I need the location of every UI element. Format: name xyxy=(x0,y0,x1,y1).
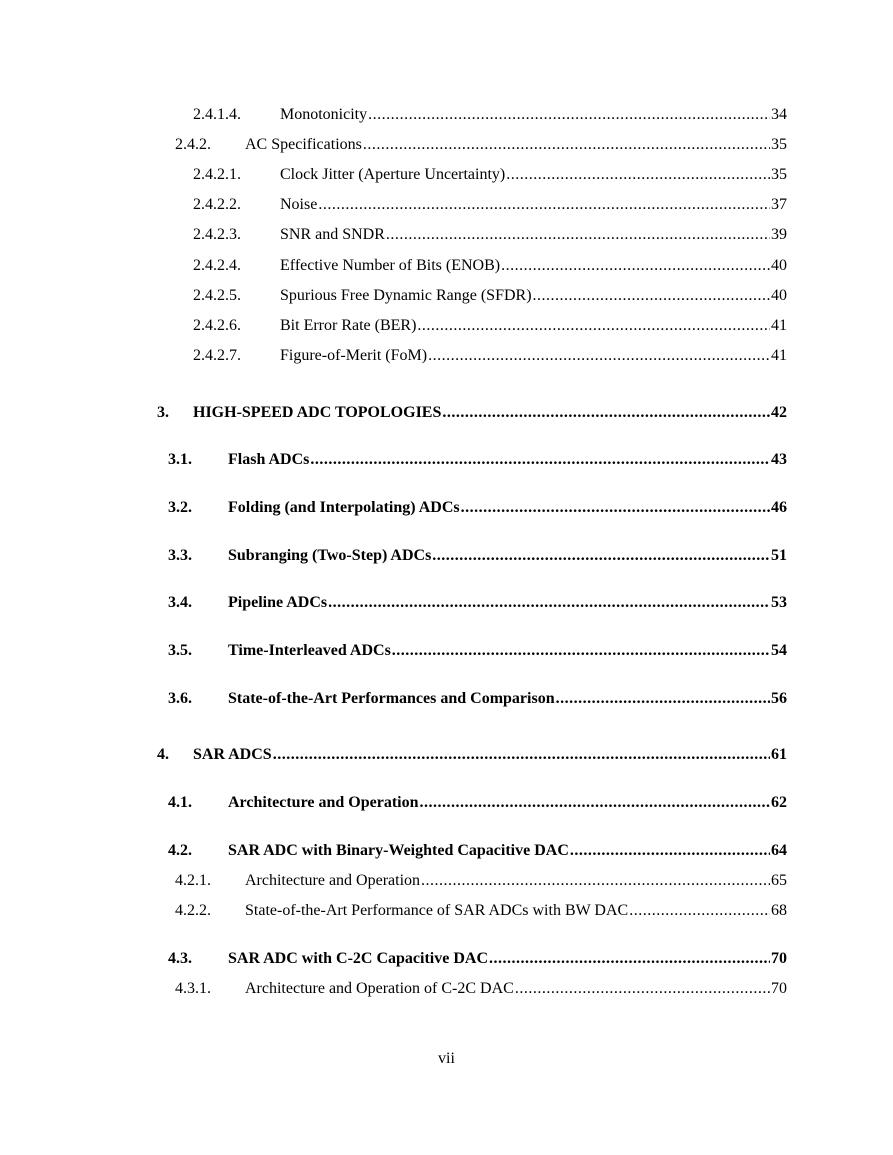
toc-entry-page: 65 xyxy=(771,872,787,889)
toc-entry-3-4[interactable] xyxy=(168,593,787,613)
toc-entry-3-6[interactable] xyxy=(168,689,787,709)
toc-entry-2-4-1-4[interactable] xyxy=(193,105,787,125)
dot-leader xyxy=(310,450,770,470)
toc-entry-page: 39 xyxy=(771,226,787,243)
toc-entry-number: 2.4.2.2. xyxy=(193,196,241,213)
page-number: vii xyxy=(438,1050,455,1067)
toc-entry-page: 62 xyxy=(771,794,787,811)
toc-entry-4-2-1[interactable] xyxy=(175,871,787,891)
dot-leader xyxy=(506,165,770,185)
dot-leader xyxy=(417,316,770,336)
toc-entry-title: Architecture and Operation xyxy=(228,794,419,811)
toc-entry-page: 42 xyxy=(771,404,787,421)
toc-entry-title: Subranging (Two-Step) ADCs xyxy=(228,547,432,564)
toc-entry-title: Noise xyxy=(280,196,318,213)
dot-leader xyxy=(421,871,770,891)
toc-entry-number: 2.4.2.3. xyxy=(193,226,241,243)
toc-entry-page: 56 xyxy=(771,690,787,707)
toc-entry-title: SAR ADC with C-2C Capacitive DAC xyxy=(228,950,488,967)
toc-entry-page: 41 xyxy=(771,317,787,334)
toc-entry-page: 40 xyxy=(771,257,787,274)
toc-entry-page: 34 xyxy=(771,106,787,123)
toc-entry-4-3[interactable] xyxy=(168,949,787,969)
dot-leader xyxy=(570,841,770,861)
toc-entry-page: 37 xyxy=(771,196,787,213)
dot-leader xyxy=(515,979,770,999)
toc-entry-2-4-2-7[interactable] xyxy=(193,346,787,366)
dot-leader xyxy=(501,256,770,276)
toc-entry-number: 3.4. xyxy=(168,594,192,611)
toc-entry-title: Effective Number of Bits (ENOB) xyxy=(280,257,501,274)
toc-entry-page: 51 xyxy=(771,547,787,564)
toc-entry-title: HIGH-SPEED ADC TOPOLOGIES xyxy=(193,404,442,421)
toc-entry-4-3-1[interactable] xyxy=(175,979,787,999)
dot-leader xyxy=(461,498,770,518)
toc-entry-page: 64 xyxy=(771,842,787,859)
toc-entry-page: 35 xyxy=(771,136,787,153)
toc-chapter-3[interactable] xyxy=(157,403,787,423)
toc-entry-2-4-2-2[interactable] xyxy=(193,195,787,215)
toc-entry-number: 2.4.2.5. xyxy=(193,287,241,304)
toc-entry-page: 53 xyxy=(771,594,787,611)
dot-leader xyxy=(442,403,770,423)
dot-leader xyxy=(556,689,770,709)
toc-entry-title: Flash ADCs xyxy=(228,451,310,468)
toc-entry-title: Time-Interleaved ADCs xyxy=(228,642,391,659)
toc-entry-page: 35 xyxy=(771,166,787,183)
toc-entry-2-4-2-5[interactable] xyxy=(193,286,787,306)
dot-leader xyxy=(392,641,770,661)
toc-entry-number: 4.3.1. xyxy=(175,980,211,997)
toc-entry-3-1[interactable] xyxy=(168,450,787,470)
toc-entry-4-2-2[interactable] xyxy=(175,901,787,921)
toc-entry-title: State-of-the-Art Performances and Comparison xyxy=(228,690,555,707)
toc-entry-page: 43 xyxy=(771,451,787,468)
toc-entry-title: AC Specifications xyxy=(245,136,362,153)
toc-entry-2-4-2-1[interactable] xyxy=(193,165,787,185)
dot-leader xyxy=(533,286,770,306)
toc-entry-number: 4.2. xyxy=(168,842,192,859)
toc-entry-page: 68 xyxy=(771,902,787,919)
toc-entry-number: 4.2.2. xyxy=(175,902,211,919)
toc-entry-3-2[interactable] xyxy=(168,498,787,518)
toc-entry-number: 2.4.1.4. xyxy=(193,106,241,123)
toc-entry-number: 4. xyxy=(157,746,169,763)
toc-entry-number: 3.3. xyxy=(168,547,192,564)
dot-leader xyxy=(328,593,770,613)
toc-entry-page: 54 xyxy=(771,642,787,659)
dot-leader xyxy=(629,901,770,921)
toc-entry-page: 70 xyxy=(771,980,787,997)
toc-entry-page: 40 xyxy=(771,287,787,304)
toc-entry-title: Figure-of-Merit (FoM) xyxy=(280,347,428,364)
toc-entry-number: 2.4.2.6. xyxy=(193,317,241,334)
toc-entry-number: 2.4.2.1. xyxy=(193,166,241,183)
toc-entry-page: 70 xyxy=(771,950,787,967)
toc-entry-number: 3. xyxy=(157,404,169,421)
toc-entry-title: SAR ADC with Binary-Weighted Capacitive DAC xyxy=(228,842,569,859)
toc-entry-2-4-2[interactable] xyxy=(175,135,787,155)
toc-entry-4-2[interactable] xyxy=(168,841,787,861)
toc-entry-number: 2.4.2.4. xyxy=(193,257,241,274)
toc-entry-number: 3.2. xyxy=(168,499,192,516)
dot-leader xyxy=(273,745,770,765)
toc-entry-number: 2.4.2. xyxy=(175,136,211,153)
dot-leader xyxy=(432,546,770,566)
toc-entry-2-4-2-4[interactable] xyxy=(193,256,787,276)
toc-entry-title: Clock Jitter (Aperture Uncertainty) xyxy=(280,166,506,183)
dot-leader xyxy=(318,195,770,215)
toc-entry-title: Spurious Free Dynamic Range (SFDR) xyxy=(280,287,532,304)
dot-leader xyxy=(368,105,770,125)
toc-entry-4-1[interactable] xyxy=(168,793,787,813)
dot-leader xyxy=(363,135,770,155)
toc-entry-number: 4.2.1. xyxy=(175,872,211,889)
toc-entry-number: 3.1. xyxy=(168,451,192,468)
toc-entry-title: Pipeline ADCs xyxy=(228,594,328,611)
toc-entry-page: 61 xyxy=(771,746,787,763)
toc-entry-title: Architecture and Operation of C-2C DAC xyxy=(245,980,514,997)
dot-leader xyxy=(386,225,770,245)
dot-leader xyxy=(428,346,770,366)
toc-entry-3-5[interactable] xyxy=(168,641,787,661)
toc-entry-title: Bit Error Rate (BER) xyxy=(280,317,417,334)
toc-entry-title: SNR and SNDR xyxy=(280,226,385,243)
toc-entry-2-4-2-3[interactable] xyxy=(193,225,787,245)
toc-entry-title: Architecture and Operation xyxy=(245,872,421,889)
toc-entry-page: 41 xyxy=(771,347,787,364)
dot-leader xyxy=(420,793,771,813)
toc-entry-number: 4.1. xyxy=(168,794,192,811)
toc-entry-number: 3.5. xyxy=(168,642,192,659)
toc-entry-title: SAR ADCS xyxy=(193,746,272,763)
toc-chapter-4[interactable] xyxy=(157,745,787,765)
toc-entry-title: State-of-the-Art Performance of SAR ADCs with BW DAC xyxy=(245,902,629,919)
toc-entry-title: Monotonicity xyxy=(280,106,368,123)
toc-entry-3-3[interactable] xyxy=(168,546,787,566)
dot-leader xyxy=(489,949,770,969)
toc-entry-2-4-2-6[interactable] xyxy=(193,316,787,336)
toc-entry-number: 3.6. xyxy=(168,690,192,707)
toc-entry-title: Folding (and Interpolating) ADCs xyxy=(228,499,460,516)
toc-entry-number: 2.4.2.7. xyxy=(193,347,241,364)
toc-entry-number: 4.3. xyxy=(168,950,192,967)
toc-entry-page: 46 xyxy=(771,499,787,516)
